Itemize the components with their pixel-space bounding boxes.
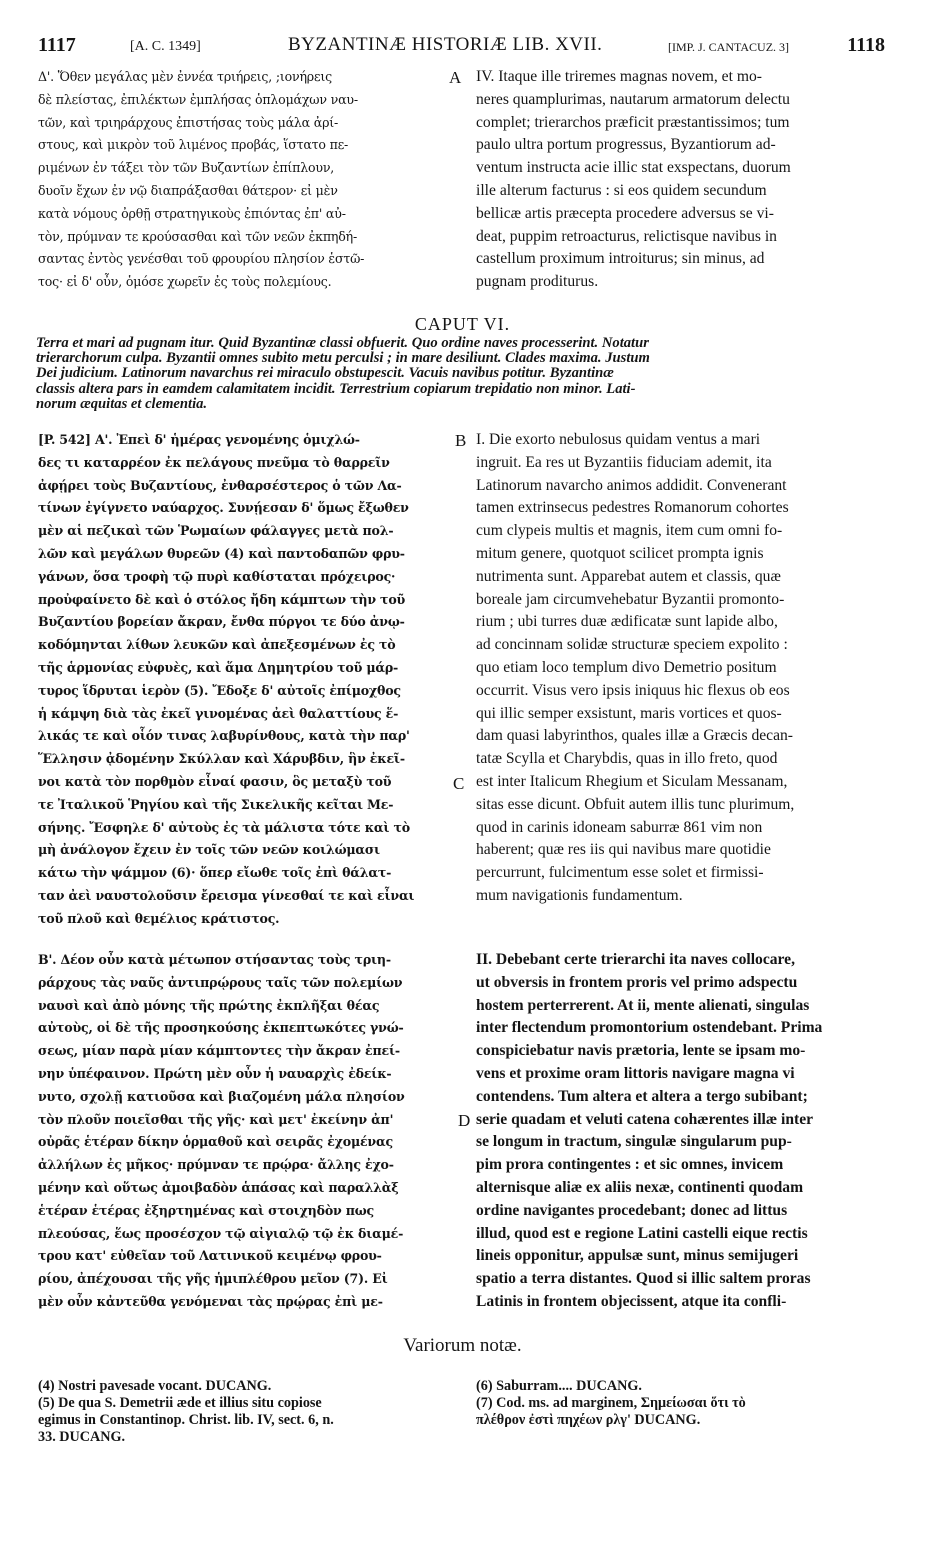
text-line: νοι κατὰ τὸν πορθμὸν εἶναί φασιν, ὃς μεταξὺ τοῦ [38, 773, 392, 789]
footnotes-right [476, 1378, 896, 1429]
text-line: ταν ἀεὶ ναυστολοῦσιν ἔρεισμα γίνεσθαί τε καὶ εἶναι [38, 887, 415, 903]
text-line: egimus in Constantinop. Christ. lib. IV, sect. 6, n. [38, 1412, 334, 1428]
text-line: δὲ πλείστας, ἐπιλέκτων ἐμπλήσας ὁπλομάχων ναυ- [38, 91, 358, 107]
text-line: trierarchorum culpa. Byzantii omnes subito metu perculsi ; in mare desiliunt. Clades maxima. Justum [36, 350, 650, 367]
text-line: Βυζαντίου βορείαν ἄκραν, ἔνθα πύργοι τε δύο ἀνῳ- [38, 614, 405, 630]
greek-column-top [38, 66, 448, 294]
text-line: mitum genere, quotquot scilicet prompta ignis [476, 544, 764, 562]
text-line: ille alterum facturus : si eos quidem secundum [476, 181, 767, 199]
text-line: ventum instructa acie illic stat exspectans, duorum [476, 159, 791, 177]
text-line: ρίου, ἀπέχουσαι τῆς γῆς ἡμιπλέθρου μεῖον (7). Εἰ [38, 1271, 388, 1287]
text-line: tatæ Scylla et Charybdis, quas in illo freto, quod [476, 750, 778, 768]
text-line: δες τι καταρρέον ἐκ πελάγους πνεῦμα τὸ θαρρεῖν [38, 454, 390, 470]
text-line: neres quamplurimas, nautarum armatorum delectu [476, 90, 790, 108]
text-line: τὸν, πρύμναν τε κρούσασθαι καὶ τῶν νεῶν ἐκπηδή- [38, 228, 358, 244]
text-line: Latinis in frontem objecissent, atque ita confli- [476, 1292, 787, 1310]
text-line: se longum in tractum, singulæ singularum pup- [476, 1133, 792, 1151]
text-line: Ἕλλησιν ᾀδομένην Σκύλλαν καὶ Χάρυβδιν, ἣν ἐκεῖ- [38, 751, 405, 767]
text-line: Δ'. Ὅθεν μεγάλας μὲν ἐννέα τριήρεις, ;ιονήρεις [38, 69, 332, 84]
text-line: νην ὑπέφαινον. Πρώτη μὲν οὖν ἡ ναυαρχὶς ἐδείκ- [38, 1065, 392, 1081]
text-line: rium ; ubi turres duæ ædificatæ sunt lapide albo, [476, 613, 778, 631]
text-line: quod in carinis idoneam saburræ 861 vim non [476, 818, 763, 836]
notes-heading: Variorum notæ. [403, 1335, 522, 1356]
text-line: ordine navigantes procedebant; donec ad littus [476, 1201, 788, 1219]
text-line: castellum proximum introiturus; sin minus, ad [476, 250, 765, 268]
text-line: occurrit. Visus vero ipsis iniquus hic flexus ob eos [476, 681, 790, 699]
text-line: ριμένων ἐν τάξει τὸν τῶν Βυζαντίων ἐπίπλουν, [38, 160, 335, 176]
text-line: cum clypeis multis et magnis, item cum omni fo- [476, 522, 783, 540]
text-line: δυοῖν ἔχων ἐν νῷ διαπράξασθαι θάτερον· εἰ μὲν [38, 182, 338, 198]
text-line: μὲν οὖν κἀντεῦθα γενόμεναι τὰς πρῴρας ἐπὶ με- [38, 1293, 383, 1309]
text-line: Latinorum navarcho animos addidit. Convenerant [476, 476, 787, 494]
text-line: κατὰ νόμους ὀρθῇ στρατηγικοὺς ἐπιόντας ἐπ' αὐ- [38, 205, 346, 221]
text-line: τῆς ἁρμονίας εὐφυὲς, καὶ ἅμα Δημητρίου τοῦ μάρ- [38, 659, 399, 675]
text-line: vens et proxime oram littoris navigare magna vi [476, 1064, 795, 1082]
text-line: τρου κατ' εὐθεῖαν τοῦ Λατινικοῦ κειμένῳ φρου- [38, 1248, 382, 1264]
text-line: nutrimenta sunt. Apparebat autem et classis, quæ [476, 567, 781, 585]
text-line: paulo ultra portum progressus, Byzantiorum ad- [476, 136, 776, 154]
text-line: κοδόμηνται λίθων λευκῶν καὶ ἀπεξεσμένων ἐς τὸ [38, 637, 396, 653]
text-line: (5) De qua S. Demetrii æde et illius situ copiose [38, 1395, 322, 1411]
text-line: sitas esse dicunt. Obfuit autem illis tunc plurimum, [476, 795, 795, 813]
text-line: est inter Italicum Rhegium et Siculam Messanam, [476, 772, 788, 790]
text-line: Terra et mari ad pugnam itur. Quid Byzantinæ classi obfuerit. Quo ordine naves processerint. Notatur [36, 335, 649, 351]
margin-letter-a: A [449, 68, 462, 87]
text-line: quo etiam loco templum divo Demetrio positum [476, 658, 777, 676]
text-line: τος· εἰ δ' οὖν, ὁμόσε χωρεῖν ἐς τοὺς πολεμίους. [38, 274, 332, 290]
text-line: bellicæ artis præcepta procedere adversus se vi- [476, 204, 774, 222]
text-line: IV. Itaque ille triremes magnas novem, et mo- [476, 68, 762, 85]
chapter-summary [36, 336, 886, 412]
text-line: γάνων, ὅσα τροφὴ τῷ πυρὶ καθίσταται πρόχειρος· [38, 568, 396, 584]
text-line: II. Debebant certe trierarchi ita naves collocare, [476, 951, 796, 968]
text-line: σήνης. Ἔσφηλε δ' αὐτοὺς ἐς τὰ μάλιστα τότε καὶ τὸ [38, 819, 410, 835]
text-line: προὐφαίνετο δὲ καὶ ὁ στόλος ἤδη κάμπτων τὴν τοῦ [38, 591, 406, 607]
text-line: κάτω τὴν ψάμμον (6)· ὅπερ εἴωθε τοῖς ἐπὶ θάλατ- [38, 865, 392, 881]
text-line: λῶν καὶ μεγάλων θυρεῶν (4) καὶ παντοδαπῶν φρυ- [38, 545, 405, 561]
text-line: tamen extrinsecus pedestres Romanorum cohortes [476, 499, 789, 517]
text-line: serie quadam et veluti catena cohærentes illæ inter [476, 1110, 814, 1128]
text-line: ράρχους τὰς ναῦς ἀντιπρῴρους ταῖς τῶν πολεμίων [38, 974, 403, 990]
text-line: hostem perterrerent. At ii, mente alienati, singulas [476, 996, 810, 1014]
page-number-left: 1117 [38, 34, 76, 56]
text-line: ναυσὶ καὶ ἀπὸ μόνης τῆς πρώτης ἐκπλῆξαι θέας [38, 997, 380, 1013]
text-line: conspiciebatur navis prætoria, lente se ipsam mo- [476, 1042, 806, 1060]
text-line: τῶν, καὶ τριηράρχους ἐπιστήσας τοὺς μάλα ἀρί- [38, 114, 339, 130]
text-line: στους, καὶ μικρὸν τοῦ λιμένος προβάς, ἵστατο πε- [38, 137, 349, 153]
text-line: σεως, μίαν παρὰ μίαν κάμπτοντες τὴν ἄκραν ἐπεί- [38, 1043, 400, 1059]
margin-letter-d: D [458, 1111, 471, 1130]
text-line: pugnam proditurus. [476, 273, 599, 291]
text-line: [P. 542] Α'. Ἐπεὶ δ' ἡμέρας γενομένης ὁμιχλώ- [38, 432, 360, 447]
text-line: λικάς τε καὶ οἷόν τινας λαβυρίνθους, κατὰ τὴν παρ' [38, 728, 410, 744]
text-line: ingruit. Ea res ut Byzantiis fiduciam ademit, ita [476, 453, 772, 471]
text-line: μένην καὶ οὕτως ἀμοιβαδὸν ἁπάσας καὶ παραλλὰξ [38, 1179, 399, 1195]
text-line: ἡ κάμψη διὰ τὰς ἐκεῖ γινομένας ἀεὶ θαλαττίους ἕ- [38, 705, 399, 721]
greek-column-section-2 [38, 949, 452, 1314]
running-header [38, 34, 885, 64]
text-line: alternisque aliæ ex aliis nexæ, continenti quodam [476, 1178, 804, 1196]
text-line: σαντας ἐντὸς γενέσθαι τοῦ φρουρίου πλησίον ἑστῶ- [38, 251, 365, 267]
date-right: [IMP. J. CANTACUZ. 3] [668, 40, 790, 54]
text-line: classis altera pars in eamdem calamitatem incidit. Terrestrium copiarum trepidatio non minor. Lati- [36, 380, 636, 397]
latin-column-section-2 [476, 949, 888, 1314]
text-line: τίνων ἐγίγνετο ναύαρχος. Συνῄεσαν δ' ὅμως ἔξωθεν [38, 500, 409, 516]
text-line: (4) Nostri pavesade vocant. DUCANG. [38, 1378, 272, 1394]
text-line: οὐρᾶς ἑτέραν δίκην ὁρμαθοῦ καὶ σειρᾶς ἐχομένας [38, 1134, 393, 1150]
text-line: pim prora contingentes : et sic omnes, invicem [476, 1156, 784, 1174]
text-line: τυρος ἵδρυται ἱερὸν (5). Ἔδοξε δ' αὐτοῖς ἐπίμοχθος [38, 682, 401, 698]
text-line: μὲν αἱ πεζικαὶ τῶν Ῥωμαίων φάλαγγες μετὰ πολ- [38, 523, 394, 539]
date-left: [A. C. 1349] [130, 39, 201, 54]
text-line: percurrunt, fulcimentum esse solet et firmissi- [476, 864, 764, 882]
margin-letter-c: C [453, 774, 465, 793]
footnotes-left [38, 1378, 458, 1446]
greek-column-section-1 [38, 429, 452, 931]
text-line: ad concinnam solidæ structuræ speciem expolito : [476, 636, 788, 654]
text-line: complet; trierarchos præficit præstantissimos; tum [476, 113, 790, 131]
text-line: τὸν πλοῦν ποιεῖσθαι τῆς γῆς· καὶ μετ' ἐκείνην ἀπ' [38, 1111, 394, 1127]
margin-letter-b: B [455, 431, 467, 450]
text-line: αὐτοὺς, οἱ δὲ τῆς προσηκούσης ἐκπεπτωκότες γνώ- [38, 1020, 404, 1036]
text-line: dam quasi labyrinthos, quales illæ a Græcis decan- [476, 727, 793, 745]
text-line: ἀφῄρει τοὺς Βυζαντίους, ἐνθαρσέστερος ὁ τῶν Λα- [38, 477, 402, 493]
text-line: πλέθρον ἐστὶ πηχέων ρλγ' DUCANG. [476, 1412, 701, 1428]
running-title: BYZANTINÆ HISTORIÆ LIB. XVII. [288, 34, 603, 55]
text-line: (7) Cod. ms. ad marginem, Σημείωσαι ὅτι τὸ [476, 1395, 746, 1411]
text-line: τε Ἰταλικοῦ Ῥηγίου καὶ τῆς Σικελικῆς κεῖται Με- [38, 796, 394, 812]
text-line: ἀλλήλων ἐς μῆκος· πρύμναν τε πρῴρα· ἄλλης ἐχο- [38, 1157, 394, 1173]
text-line: lineis opponitur, appulsæ sunt, minus semijugeri [476, 1247, 799, 1265]
text-line: qui illic semper exsistunt, maris vortices et quos- [476, 704, 782, 722]
text-line: mum navigationis fundamentum. [476, 886, 683, 904]
text-line: Β'. Δέον οὖν κατὰ μέτωπον στήσαντας τοὺς τριη- [38, 952, 391, 967]
text-line: μὴ ἀνάλογον ἔχειν ἐν τοῖς τῶν νεῶν κοιλώμασι [38, 842, 380, 858]
text-line: deat, puppim retroacturus, relictisque navibus in [476, 227, 777, 245]
chapter-heading: CAPUT VI. [414, 314, 511, 334]
text-line: haberent; quæ res iis qui navibus mare quotidie [476, 841, 771, 859]
text-line: ut obversis in frontem proris vel primo adspectu [476, 973, 798, 991]
text-line: νυτο, σχολῇ κατιοῦσα καὶ βιαζομένη μάλα πλησίον [38, 1088, 405, 1104]
latin-column-section-1 [476, 429, 888, 908]
text-line: boreale jam circumvehebatur Byzantii promonto- [476, 590, 785, 608]
text-line: πλεούσας, ἕως προσέσχον τῷ αἰγιαλῷ τῷ ἐκ διαμέ- [38, 1225, 404, 1241]
text-line: I. Die exorto nebulosus quidam ventus a mari [476, 431, 761, 448]
text-line: τοῦ πλοῦ καὶ θεμέλιος κράτιστος. [38, 910, 280, 926]
text-line: ἑτέραν ἑτέρας ἐξηρτημένας καὶ στοιχηδὸν πως [38, 1202, 375, 1218]
text-line: inter flectendum promontorium ostendebant. Prima [476, 1019, 823, 1037]
page-number-right: 1118 [847, 34, 885, 56]
text-line: 33. DUCANG. [38, 1429, 126, 1445]
text-line: Dei judicium. Latinorum navarchus rei miraculo obstupescit. Vacuis navibus potitur. Byzantinæ [36, 365, 614, 382]
text-line: illud, quod est e regione Latini castelli eique rectis [476, 1224, 808, 1242]
text-line: norum æquitas et clementia. [36, 395, 208, 412]
latin-column-top [476, 66, 888, 294]
text-line: spatio a terra distantes. Quod si illic saltem proras [476, 1270, 811, 1288]
text-line: contendens. Tum altera et altera a tergo subibant; [476, 1087, 808, 1105]
text-line: (6) Saburram.... DUCANG. [476, 1378, 642, 1394]
